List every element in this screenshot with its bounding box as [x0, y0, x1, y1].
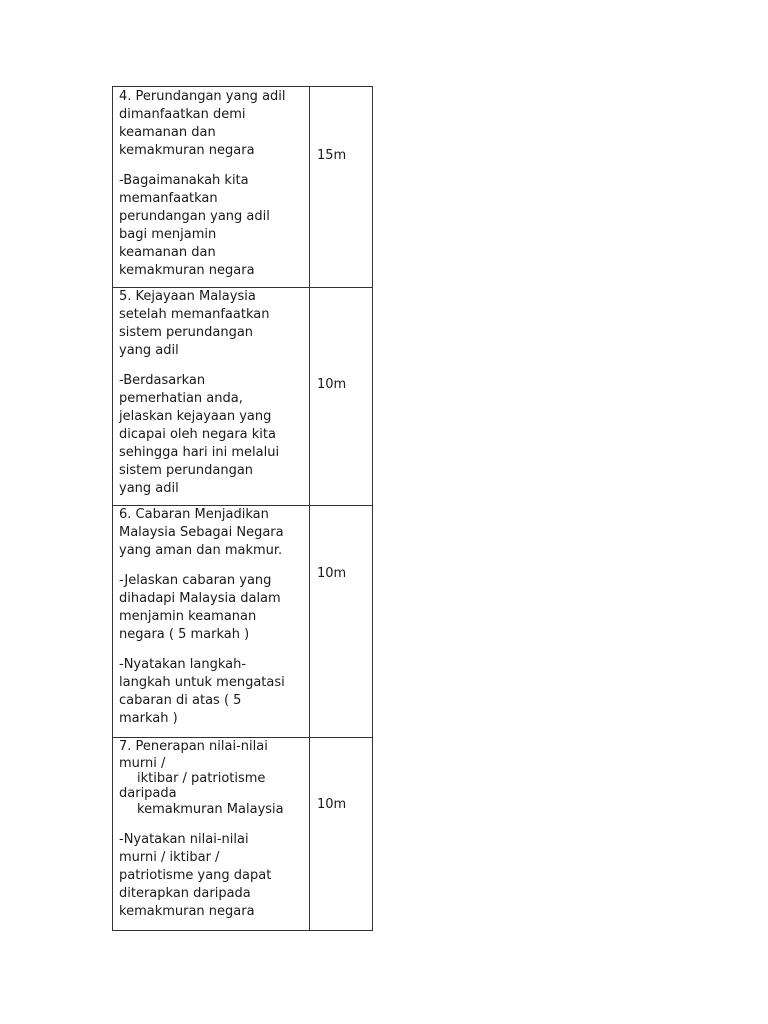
text-line: yang adil — [119, 343, 179, 358]
text-line: dihadapi Malaysia dalam — [119, 591, 281, 606]
marks-cell: 15m — [310, 87, 373, 288]
text-line: keamanan dan — [119, 125, 216, 140]
text-line: kemakmuran Malaysia — [137, 802, 284, 817]
question-detail — [119, 172, 305, 280]
question-heading — [119, 288, 305, 360]
text-line: jelaskan kejayaan yang — [119, 409, 272, 424]
question-detail — [119, 572, 305, 644]
text-line: memanfaatkan — [119, 191, 218, 206]
marks-cell: 10m — [310, 506, 373, 738]
question-marks-table — [112, 86, 373, 931]
text-line: markah ) — [119, 711, 178, 726]
text-line: perundangan yang adil — [119, 209, 270, 224]
text-line: diterapkan daripada — [119, 886, 251, 901]
question-cell — [113, 738, 310, 931]
question-cell — [113, 288, 310, 506]
text-line: menjamin keamanan — [119, 609, 257, 624]
text-line: murni / — [119, 756, 166, 771]
text-line: dicapai oleh negara kita — [119, 427, 276, 442]
text-line: 4. Perundangan yang adil — [119, 89, 286, 104]
text-line: kemakmuran negara — [119, 263, 255, 278]
text-line: 6. Cabaran Menjadikan — [119, 507, 269, 522]
text-line: iktibar / patriotisme — [137, 771, 266, 786]
question-detail — [119, 372, 305, 498]
text-line: langkah untuk mengatasi — [119, 675, 285, 690]
question-detail-2 — [119, 656, 305, 728]
text-line: setelah memanfaatkan — [119, 307, 270, 322]
question-heading — [119, 738, 305, 819]
text-line: -Jelaskan cabaran yang — [119, 573, 272, 588]
text-line: daripada — [119, 786, 177, 801]
text-line: patriotisme yang dapat — [119, 868, 272, 883]
question-cell — [113, 87, 310, 288]
text-line: yang aman dan makmur. — [119, 543, 283, 558]
table-row — [113, 738, 373, 931]
question-cell — [113, 506, 310, 738]
text-line: dimanfaatkan demi — [119, 107, 246, 122]
marks-cell: 10m — [310, 738, 373, 931]
table-row — [113, 87, 373, 288]
text-line: sehingga hari ini melalui — [119, 445, 280, 460]
text-line: murni / iktibar / — [119, 850, 220, 865]
question-detail — [119, 831, 305, 921]
marks-cell: 10m — [310, 288, 373, 506]
question-heading — [119, 506, 305, 560]
text-line: bagi menjamin — [119, 227, 217, 242]
text-line: negara ( 5 markah ) — [119, 627, 250, 642]
text-line: -Nyatakan nilai-nilai — [119, 832, 249, 847]
table-row — [113, 288, 373, 506]
text-line: cabaran di atas ( 5 — [119, 693, 242, 708]
text-line: keamanan dan — [119, 245, 216, 260]
text-line: pemerhatian anda, — [119, 391, 243, 406]
text-line: sistem perundangan — [119, 463, 254, 478]
text-line: sistem perundangan — [119, 325, 254, 340]
text-line: 7. Penerapan nilai-nilai — [119, 739, 268, 754]
text-line: 5. Kejayaan Malaysia — [119, 289, 256, 304]
text-line: -Bagaimanakah kita — [119, 173, 249, 188]
text-line: kemakmuran negara — [119, 143, 255, 158]
text-line: -Berdasarkan — [119, 373, 206, 388]
question-heading — [119, 88, 305, 160]
text-line: -Nyatakan langkah- — [119, 657, 247, 672]
table-row — [113, 506, 373, 738]
text-line: Malaysia Sebagai Negara — [119, 525, 284, 540]
text-line: yang adil — [119, 481, 179, 496]
text-line: kemakmuran negara — [119, 904, 255, 919]
